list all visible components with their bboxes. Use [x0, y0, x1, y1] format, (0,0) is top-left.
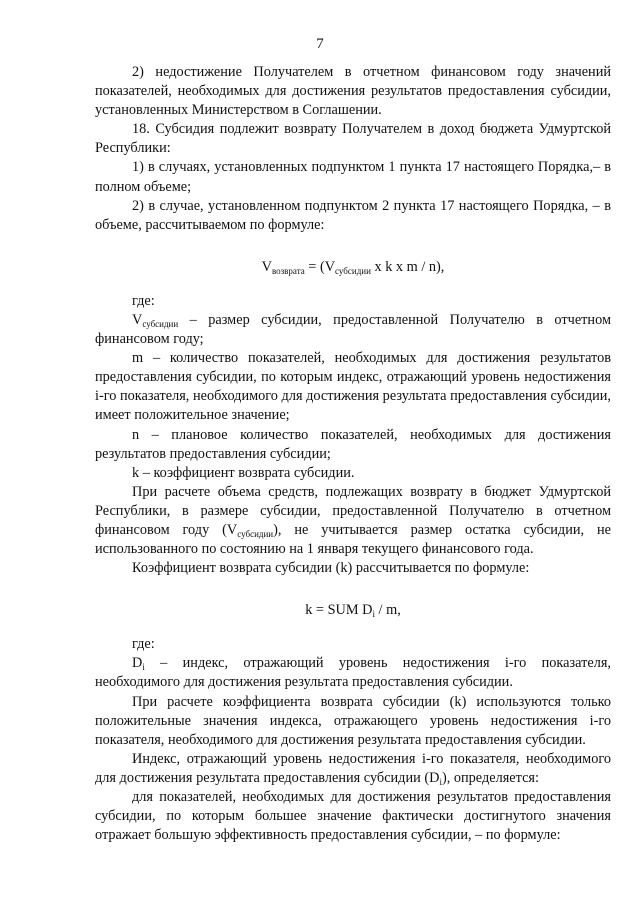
di-symbol: D [132, 655, 143, 672]
di-subscript: i [142, 662, 145, 673]
v-symbol: V [132, 311, 143, 328]
indicators-paragraph: для показателей, необходимых для достижения результатов предоставления субсидии, по которым большее значение фактически достигнутого значения отражает большую эффективность предоставления субсидии, – по формуле: [95, 789, 611, 844]
v-subsidy-definition [95, 311, 611, 349]
formula-v-subscript: возврата [271, 265, 305, 276]
where-label-2: где: [132, 636, 155, 653]
formula-k-subscript: i [372, 609, 375, 620]
k-calculation-note: При расчете коэффициента возврата субсидии (k) используются только положительные значения индекса, отражающего уровень недостижения i-го показателя, необходимого для достижения результата предоставления субсидии. [95, 693, 611, 748]
formula-v-return [95, 235, 611, 292]
page-number: 7 [316, 36, 324, 52]
calc-text-b: ), не учитывается размер остатка субсидии, не использованного по состоянию на 1 января текущего финансового года. [95, 521, 611, 558]
subitem-2: 2) в случае, установленном подпунктом 2 пункта 17 настоящего Порядка, – в объеме, рассчитываемом по формуле: [95, 197, 611, 233]
index-text-b: ), определяется: [441, 769, 539, 786]
formula-v-mid: = (V [304, 258, 336, 275]
n-definition: n – плановое количество показателей, необходимых для достижения результатов предоставления субсидии; [95, 426, 611, 462]
v-definition-text: – размер субсидии, предоставленной Получателю в отчетном финансовом году; [95, 311, 611, 348]
paragraph-item-2: 2) недостижение Получателем в отчетном финансовом году значений показателей, необходимых для достижения результатов предоставления субсидии, установленных Министерством в Соглашении. [95, 64, 611, 119]
di-definition [95, 654, 611, 692]
formula-k [95, 578, 611, 635]
calculation-paragraph [95, 483, 611, 559]
paragraph-18: 18. Субсидия подлежит возврату Получателем в доход бюджета Удмуртской Республики: [95, 121, 611, 157]
m-definition: m – количество показателей, необходимых для достижения результатов предоставления субсидии, по которым индекс, отражающий уровень недостижения i-го показателя, необходимого для достижения результата предоставления субсидии, имеет положительное значение; [95, 350, 611, 424]
formula-v-end: x k x m / n), [370, 258, 445, 275]
formula-k-a: k = SUM D [305, 602, 373, 619]
formula-v-symbol: V [261, 258, 272, 275]
document-body [95, 63, 611, 845]
k-intro: Коэффициент возврата субсидии (k) рассчитывается по формуле: [132, 560, 530, 577]
v-subscript: субсидии [142, 318, 179, 329]
formula-k-b: / m, [374, 602, 401, 619]
formula-v-mid-subscript: субсидии [335, 265, 371, 276]
subitem-1: 1) в случаях, установленных подпунктом 1 пункта 17 настоящего Порядка,– в полном объеме; [95, 159, 611, 195]
index-paragraph [95, 750, 611, 788]
index-text-a: Индекс, отражающий уровень недостижения i-го показателя, необходимого для достижения результата предоставления субсидии (D [95, 750, 611, 786]
k-definition: k – коэффициент возврата субсидии. [132, 464, 355, 481]
calc-subscript: субсидии [237, 528, 274, 539]
di-definition-text: – индекс, отражающий уровень недостижения i-го показателя, необходимого для достижения результата предоставления субсидии. [95, 655, 611, 691]
calc-text-a: При расчете объема средств, подлежащих возврату в бюджет Удмуртской Республики, в размере субсидии, предоставленной Получателю в отчетном финансовом году (V [95, 483, 611, 538]
index-subscript: i [439, 776, 442, 787]
where-label-1: где: [132, 292, 155, 309]
